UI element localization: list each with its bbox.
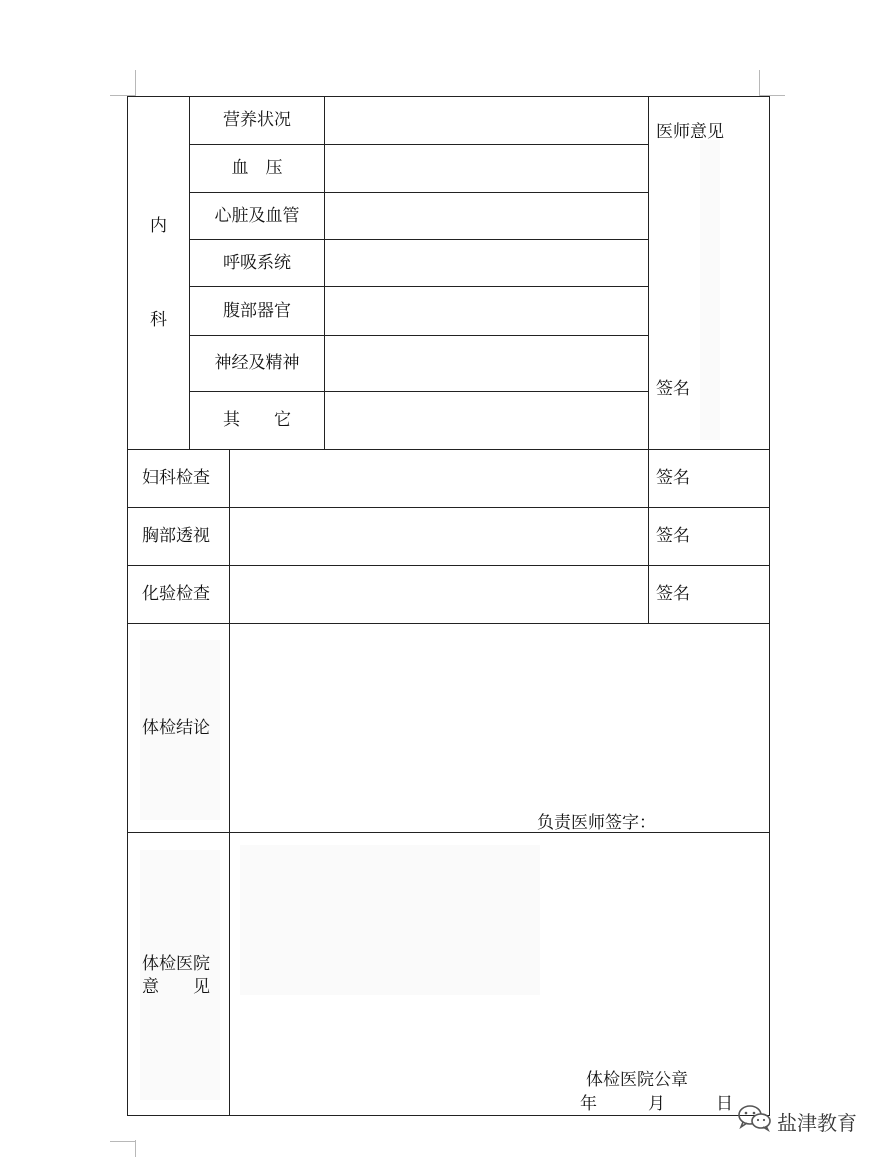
field-nutrition[interactable]: [325, 97, 648, 144]
gynecology-signature-label: 签名: [656, 468, 690, 488]
row-label-other: 其 它: [223, 410, 291, 430]
watermark-text: 盐津教育: [777, 1111, 857, 1135]
row-label-neuro: 神经及精神: [214, 353, 300, 373]
row-label-blood-pressure: 血 压: [231, 158, 283, 178]
field-other[interactable]: [325, 392, 648, 449]
doctor-opinion-label: 医师意见: [656, 122, 724, 142]
crop-mark: [135, 1140, 136, 1157]
opinion-shade: [700, 140, 720, 440]
chest-xray-signature-label: 签名: [656, 526, 690, 546]
responsible-doctor-signature: 负责医师签字：: [537, 813, 656, 833]
field-conclusion[interactable]: [230, 624, 769, 832]
internal-medicine-label-top: 内: [150, 216, 167, 236]
date-label: 年 月 日: [580, 1094, 733, 1114]
field-cardiovascular[interactable]: [325, 193, 648, 239]
exam-label-chest-xray: 胸部透视: [142, 526, 210, 546]
conclusion-label: 体检结论: [142, 718, 210, 738]
crop-mark: [135, 70, 136, 96]
lab-test-signature-label: 签名: [656, 584, 690, 604]
internal-medicine-label-bottom: 科: [150, 310, 167, 330]
exam-label-lab-test: 化验检查: [142, 584, 210, 604]
field-hospital-opinion[interactable]: [230, 833, 769, 1115]
field-lab-test[interactable]: [230, 566, 648, 623]
field-abdominal[interactable]: [325, 287, 648, 335]
field-blood-pressure[interactable]: [325, 145, 648, 192]
internal-signature-label: 签名: [656, 379, 690, 399]
field-chest-xray[interactable]: [230, 508, 648, 565]
row-label-cardiovascular: 心脏及血管: [214, 206, 300, 226]
wechat-icon: [737, 1104, 773, 1132]
field-gynecology[interactable]: [230, 450, 648, 507]
exam-label-gynecology: 妇科检查: [142, 468, 210, 488]
hospital-label-shade: [140, 850, 220, 1100]
row-label-nutrition: 营养状况: [223, 110, 291, 130]
field-respiratory[interactable]: [325, 240, 648, 286]
crop-mark: [110, 1141, 136, 1142]
field-neuro[interactable]: [325, 336, 648, 391]
hospital-opinion-label-line2: 意 见: [142, 977, 210, 997]
row-label-respiratory: 呼吸系统: [223, 253, 291, 273]
crop-mark: [759, 70, 760, 96]
hospital-opinion-label-line1: 体检医院: [142, 954, 210, 974]
row-label-abdominal: 腹部器官: [223, 301, 291, 321]
hospital-seal-label: 体检医院公章: [586, 1070, 688, 1090]
